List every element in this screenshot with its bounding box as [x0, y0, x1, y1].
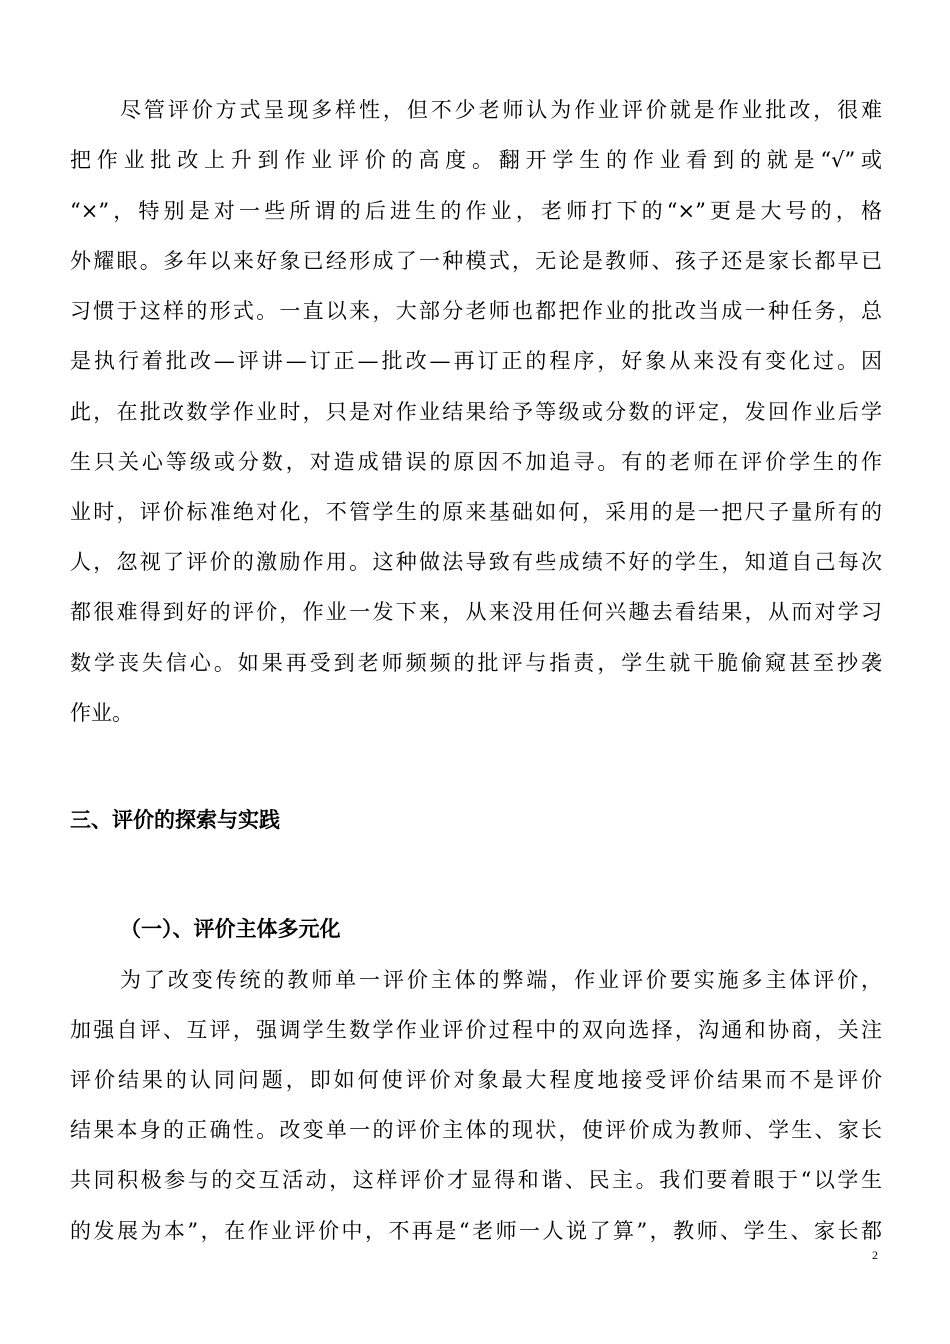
- paragraph-line: 人，忽视了评价的激励作用。这种做法导致有些成绩不好的学生，知道自己每次: [70, 550, 882, 574]
- paragraph-line: 是执行着批改—评讲—订正—批改—再订正的程序，好象从来没有变化过。因: [70, 349, 882, 373]
- paragraph-line: 加强自评、互评，强调学生数学作业评价过程中的双向选择，沟通和协商，关注: [70, 1018, 882, 1042]
- paragraph-line: 都很难得到好的评价，作业一发下来，从来没用任何兴趣去看结果，从而对学习: [70, 600, 882, 624]
- paragraph-line: “×”，特别是对一些所谓的后进生的作业，老师打下的“×”更是大号的，格: [70, 199, 882, 223]
- paragraph-line: 把作业批改上升到作业评价的高度。翻开学生的作业看到的就是“√”或: [70, 148, 882, 172]
- paragraph-line: 尽管评价方式呈现多样性，但不少老师认为作业评价就是作业批改，很难: [120, 98, 882, 122]
- paragraph-line: 为了改变传统的教师单一评价主体的弊端，作业评价要实施多主体评价，: [120, 968, 882, 992]
- paragraph-line: 结果本身的正确性。改变单一的评价主体的现状，使评价成为教师、学生、家长: [70, 1118, 882, 1142]
- paragraph-line: 生只关心等级或分数，对造成错误的原因不加追寻。有的老师在评价学生的作: [70, 450, 882, 474]
- paragraph-line: 共同积极参与的交互活动，这样评价才显得和谐、民主。我们要着眼于“以学生: [70, 1168, 882, 1192]
- paragraph-line: 数学丧失信心。如果再受到老师频频的批评与指责，学生就干脆偷窥甚至抄袭: [70, 651, 882, 675]
- section-heading: 三、评价的探索与实践: [70, 807, 280, 832]
- paragraph-line: 评价结果的认同问题，即如何使评价对象最大程度地接受评价结果而不是评价: [70, 1068, 882, 1092]
- paragraph-line: 外耀眼。多年以来好象已经形成了一种模式，无论是教师、孩子还是家长都早已: [70, 249, 882, 273]
- paragraph-line: 业时，评价标准绝对化，不管学生的原来基础如何，采用的是一把尺子量所有的: [70, 500, 882, 524]
- subsection-heading: （一）、评价主体多元化: [120, 916, 341, 941]
- paragraph-line: 此，在批改数学作业时，只是对作业结果给予等级或分数的评定，发回作业后学: [70, 400, 882, 424]
- page-number: 2: [872, 1248, 878, 1262]
- paragraph-line: 作业。: [70, 701, 133, 725]
- paragraph-line: 习惯于这样的形式。一直以来，大部分老师也都把作业的批改当成一种任务，总: [70, 299, 882, 323]
- paragraph-line: 的发展为本”，在作业评价中，不再是“老师一人说了算”，教师、学生、家长都: [70, 1219, 882, 1243]
